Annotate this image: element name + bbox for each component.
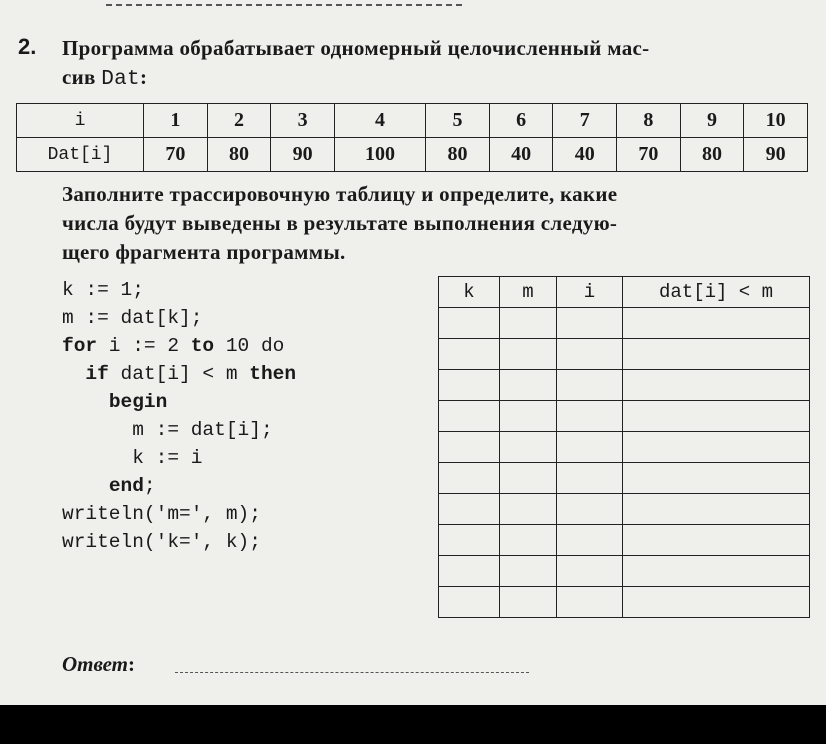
- code-line: k := i: [132, 447, 203, 469]
- trace-cell[interactable]: [623, 556, 810, 587]
- task-intro-line2-prefix: сив: [62, 65, 102, 89]
- trace-cell[interactable]: [623, 308, 810, 339]
- trace-row: [439, 494, 810, 525]
- code-fragment: i := 2: [97, 335, 191, 357]
- instructions-line3: щего фрагмента программы.: [62, 240, 346, 264]
- code-line: m := dat[k];: [62, 307, 203, 329]
- keyword-begin: begin: [108, 391, 168, 413]
- trace-cell[interactable]: [439, 494, 500, 525]
- trace-table: [438, 276, 810, 618]
- trace-cell[interactable]: [557, 401, 623, 432]
- answer-colon: :: [128, 652, 136, 676]
- keyword-if: if: [85, 363, 109, 385]
- keyword-end: end: [108, 475, 144, 497]
- keyword-then: then: [249, 363, 297, 385]
- task-number: 2.: [18, 34, 37, 59]
- trace-cell[interactable]: [500, 370, 557, 401]
- array-data-table: [16, 103, 808, 172]
- trace-cell[interactable]: [500, 432, 557, 463]
- trace-cell[interactable]: [623, 401, 810, 432]
- instructions-line1: Заполните трассировочную таблицу и определите, какие: [62, 182, 618, 206]
- answer-blank[interactable]: [175, 672, 529, 673]
- trace-header-i: i: [557, 277, 623, 308]
- index-cell: 5: [426, 104, 490, 138]
- trace-row: [439, 370, 810, 401]
- code-fragment: ;: [143, 475, 156, 497]
- trace-cell[interactable]: [439, 463, 500, 494]
- trace-cell[interactable]: [500, 401, 557, 432]
- trace-body: [439, 308, 810, 618]
- trace-row: [439, 401, 810, 432]
- keyword-to: to: [190, 335, 215, 357]
- code-listing: [62, 276, 296, 556]
- previous-answer-line: [106, 4, 462, 6]
- trace-row: [439, 463, 810, 494]
- index-cell: 4: [334, 104, 425, 138]
- index-cell: 9: [680, 104, 744, 138]
- trace-row: [439, 308, 810, 339]
- index-cell: 3: [271, 104, 335, 138]
- trace-row: [439, 587, 810, 618]
- trace-cell[interactable]: [557, 463, 623, 494]
- trace-cell[interactable]: [500, 587, 557, 618]
- value-cell: 80: [426, 138, 490, 172]
- code-line: writeln('k=', k);: [62, 531, 261, 553]
- trace-row: [439, 339, 810, 370]
- trace-row: [439, 556, 810, 587]
- instructions: [62, 180, 812, 267]
- trace-cell[interactable]: [623, 494, 810, 525]
- answer-label: [62, 652, 135, 677]
- trace-cell[interactable]: [439, 308, 500, 339]
- trace-cell[interactable]: [557, 432, 623, 463]
- trace-cell[interactable]: [500, 494, 557, 525]
- trace-row: [439, 525, 810, 556]
- value-cell: 40: [553, 138, 617, 172]
- array-name: Dat: [101, 68, 140, 91]
- keyword-for: for: [62, 335, 98, 357]
- trace-cell[interactable]: [439, 401, 500, 432]
- trace-cell[interactable]: [439, 370, 500, 401]
- trace-cell[interactable]: [439, 339, 500, 370]
- index-cell: 8: [617, 104, 681, 138]
- trace-cell[interactable]: [557, 494, 623, 525]
- index-cell: 7: [553, 104, 617, 138]
- trace-cell[interactable]: [557, 587, 623, 618]
- trace-cell[interactable]: [557, 308, 623, 339]
- value-cell: 80: [680, 138, 744, 172]
- task-intro-line2-suffix: :: [139, 65, 148, 89]
- code-line: k := 1;: [62, 279, 144, 301]
- trace-cell[interactable]: [623, 370, 810, 401]
- code-line: writeln('m=', m);: [62, 503, 261, 525]
- trace-cell[interactable]: [623, 587, 810, 618]
- trace-cell[interactable]: [623, 525, 810, 556]
- value-cell: 90: [744, 138, 808, 172]
- trace-cell[interactable]: [500, 525, 557, 556]
- code-fragment: 10 do: [214, 335, 285, 357]
- index-cell: 10: [744, 104, 808, 138]
- task-intro-line1: Программа обрабатывает одномерный целочисленный мас-: [62, 36, 650, 60]
- index-cell: 6: [489, 104, 553, 138]
- trace-header-condition: dat[i] < m: [623, 277, 810, 308]
- trace-cell[interactable]: [439, 556, 500, 587]
- trace-cell[interactable]: [500, 339, 557, 370]
- trace-cell[interactable]: [557, 370, 623, 401]
- trace-cell[interactable]: [500, 463, 557, 494]
- trace-cell[interactable]: [557, 556, 623, 587]
- index-cell: 1: [144, 104, 208, 138]
- trace-cell[interactable]: [439, 525, 500, 556]
- trace-header-row: [439, 277, 810, 308]
- code-fragment: dat[i] < m: [108, 363, 250, 385]
- trace-cell[interactable]: [500, 556, 557, 587]
- index-header: i: [17, 104, 144, 138]
- value-cell: 70: [617, 138, 681, 172]
- code-line: m := dat[i];: [132, 419, 273, 441]
- value-cell: 80: [207, 138, 271, 172]
- value-cell: 70: [144, 138, 208, 172]
- trace-row: [439, 432, 810, 463]
- task-intro: [62, 34, 812, 94]
- trace-cell[interactable]: [557, 339, 623, 370]
- trace-header-m: m: [500, 277, 557, 308]
- trace-header-k: k: [439, 277, 500, 308]
- trace-cell[interactable]: [557, 525, 623, 556]
- trace-cell[interactable]: [623, 339, 810, 370]
- value-cell: 40: [489, 138, 553, 172]
- trace-cell[interactable]: [623, 432, 810, 463]
- trace-cell[interactable]: [623, 463, 810, 494]
- value-cell: 100: [334, 138, 425, 172]
- trace-cell[interactable]: [439, 432, 500, 463]
- value-row: [17, 138, 808, 172]
- value-header: Dat[i]: [17, 138, 144, 172]
- trace-cell[interactable]: [500, 308, 557, 339]
- index-cell: 2: [207, 104, 271, 138]
- value-cell: 90: [271, 138, 335, 172]
- trace-cell[interactable]: [439, 587, 500, 618]
- index-row: [17, 104, 808, 138]
- answer-label-text: Ответ: [62, 652, 129, 676]
- instructions-line2: числа будут выведены в результате выполнения следую-: [62, 211, 618, 235]
